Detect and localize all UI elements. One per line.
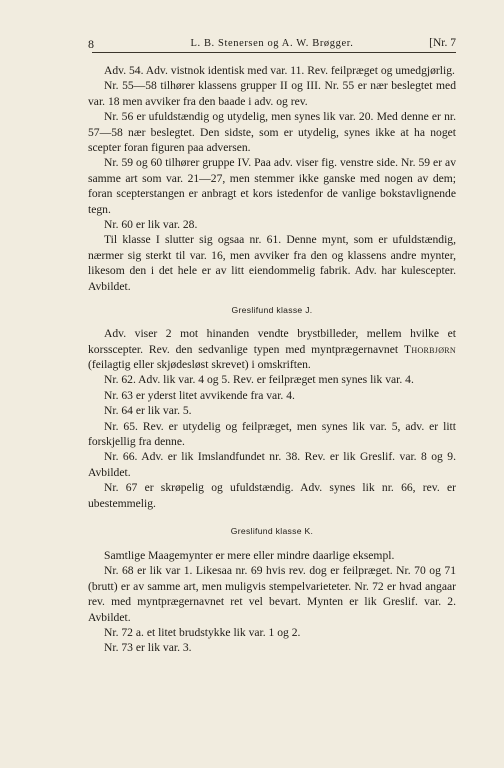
paragraph: Nr. 66. Adv. er lik Imslandfundet nr. 38. Rev. er lik Greslif. var. 8 og 9. Avbildet. bbox=[88, 450, 456, 479]
paragraph bbox=[88, 326, 456, 372]
section-number: [Nr. 7 bbox=[429, 37, 456, 49]
paragraph-text: (feilagtig eller skjødesløst skrevet) i omskriften. bbox=[88, 357, 311, 371]
paragraph: Adv. 54. Adv. vistnok identisk med var. 11. Rev. feilpræget og umedgjørlig. bbox=[104, 64, 455, 77]
paragraph: Nr. 65. Rev. er utydelig og feilpræget, men synes lik var. 5, adv. er litt forskjellig fra denne. bbox=[88, 419, 456, 448]
paragraph: Nr. 64 er lik var. 5. bbox=[104, 404, 192, 418]
paragraph: Nr. 67 er skrøpelig og ufuldstændig. Adv. synes lik nr. 66, rev. er ubestemmelig. bbox=[88, 481, 456, 510]
paragraph: Nr. 55—58 tilhører klassens grupper II og III. Nr. 55 er nær beslegtet med var. 18 men avviker fra den baade i adv. og rev. bbox=[88, 79, 456, 108]
paragraph: Nr. 72 a. et litet brudstykke lik var. 1 og 2. bbox=[104, 626, 301, 639]
section-heading: Greslifund klasse J. bbox=[231, 305, 313, 316]
paragraph: Nr. 73 er lik var. 3. bbox=[104, 641, 192, 655]
paragraph: Samtlige Maagemynter er mere eller mindre daarlige eksempl. bbox=[104, 548, 395, 562]
moneyer-name: Thorbjørn bbox=[404, 342, 457, 356]
paragraph: Til klasse I slutter sig ogsaa nr. 61. Denne mynt, som er ufuldstændig, nærmer sig sterkt til var. 16, men avviker fra den og klassens andre mynter, likesom den i det hele er av litt eiendommelig fabrik. Adv. har kulescepter. Avbildet. bbox=[88, 233, 456, 293]
paragraph: Nr. 56 er ufuldstændig og utydelig, men synes lik var. 20. Med denne er nr. 57—58 nær beslegtet. Den sidste, som er utydelig, synes ikke at ha noget scepter foran figuren paa adversen. bbox=[88, 110, 456, 155]
page-number: 8 bbox=[88, 37, 94, 51]
page-body bbox=[88, 63, 456, 656]
paragraph: Nr. 62. Adv. lik var. 4 og 5. Rev. er feilpræget men synes lik var. 4. bbox=[104, 373, 414, 387]
paragraph: Nr. 60 er lik var. 28. bbox=[104, 218, 198, 232]
paragraph: Nr. 68 er lik var 1. Likesaa nr. 69 hvis rev. dog er feilpræget. Nr. 70 og 71 (brutt) er av samme art, men muligvis stempelvarieteter. Nr. 72 er hvad angaar rev. med myntprægernavnet ret vel bevart. Mynten er lik Greslif. var. 2. Avbildet. bbox=[88, 564, 456, 624]
paragraph: Nr. 59 og 60 tilhører gruppe IV. Paa adv. viser fig. venstre side. Nr. 59 er av samme art som var. 21—27, men stemmer ikke ganske med nogen av dem; foran scepterstangen er anbragt et kors istedenfor de vanlige bokstavlignende tegn. bbox=[88, 156, 456, 216]
paragraph-text: Adv. viser 2 mot hinanden vendte brystbilleder, mellem hvilke et korsscepter. Rev. den sedvanlige typen med myntprægernavnet bbox=[88, 327, 456, 356]
running-title: L. B. Stenersen og A. W. Brøgger. bbox=[190, 38, 354, 49]
paragraph: Nr. 63 er yderst litet avvikende fra var. 4. bbox=[104, 388, 295, 402]
section-heading: Greslifund klasse K. bbox=[230, 525, 314, 536]
running-head bbox=[88, 37, 456, 53]
header-rule bbox=[92, 52, 456, 53]
